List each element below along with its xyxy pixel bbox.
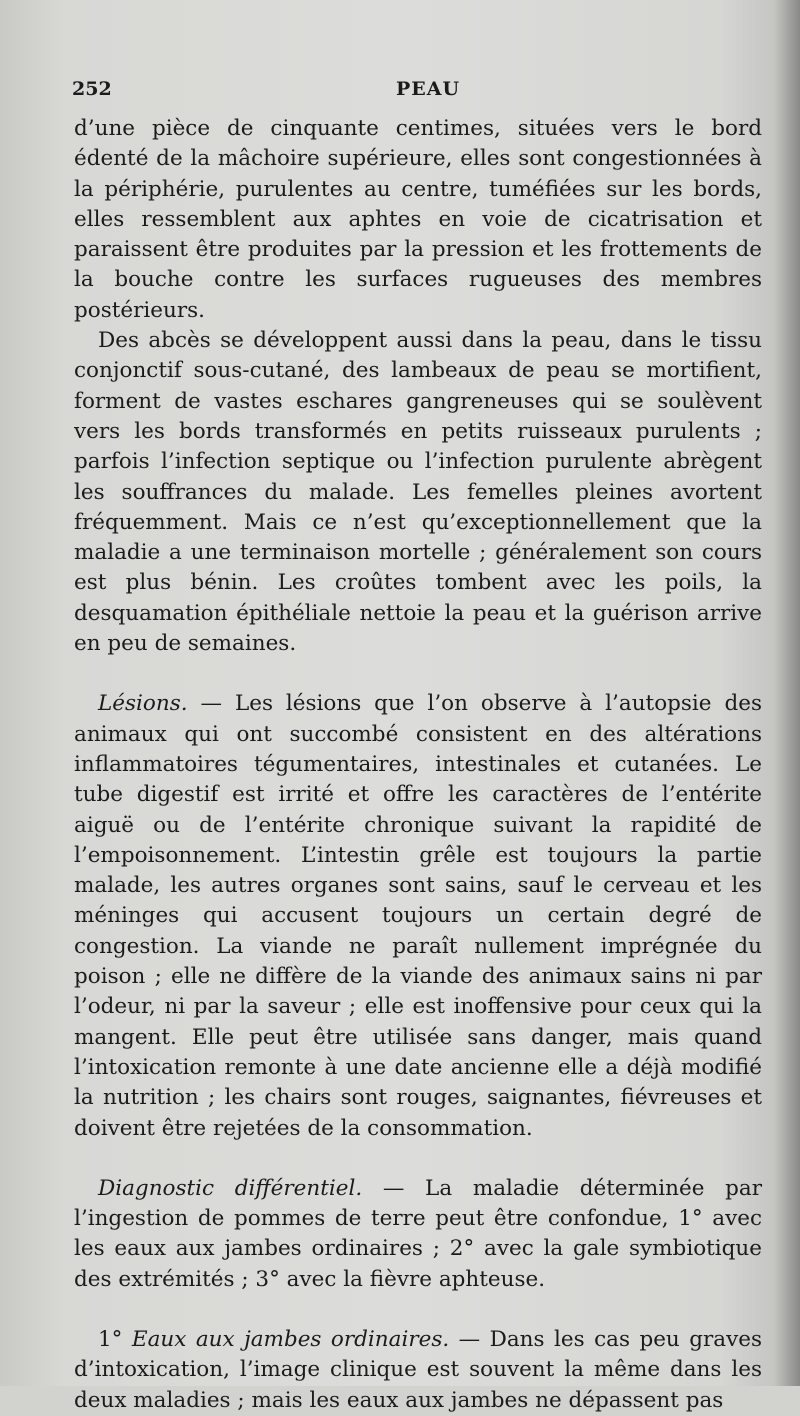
running-head: PEAU: [396, 78, 461, 100]
paragraph-text: — La maladie déterminée par l’ingestion de pommes de terre peut être confondue, 1° avec les eaux aux jambes ordinaires ; 2° avec la gale symbiotique des extrémités ; 3° avec la fièvre aphteuse.: [74, 1175, 763, 1292]
subsection-heading-eaux-aux-jambes: Eaux aux jambes ordinaires.: [131, 1326, 450, 1352]
page-body: [74, 114, 762, 1416]
page-number: 252: [72, 78, 112, 100]
paragraph-continuation: [74, 114, 762, 326]
paragraph-lesions: [74, 689, 762, 1143]
paragraph-eaux-aux-jambes: [74, 1325, 762, 1416]
page-header: [72, 78, 762, 108]
page-gutter-shadow: [774, 0, 800, 1386]
paragraph-text: d’une pièce de cinquante centimes, situées vers le bord édenté de la mâchoire supérieure, elles sont congestionnées à la périphérie, purulentes au centre, tuméfiées sur les bords, elles ressemblent aux aphtes en voie de cicatrisation et paraissent être produites par la pression et les frottements de la bouche contre les surfaces rugueuses des membres postérieurs.: [74, 116, 762, 323]
section-heading-lesions: Lésions.: [98, 691, 188, 717]
item-number: 1°: [98, 1326, 132, 1352]
paragraph-text: Des abcès se développent aussi dans la peau, dans le tissu conjonctif sous-cutané, des lambeaux de peau se mortifient, forment de vastes eschares gangreneuses qui se soulèvent vers les bords transformés en petits ruisseaux purulents ; parfois l’infection septique ou l’infection purulente abrègent les souffrances du malade. Les femelles pleines avortent fréquemment. Mais ce n’est qu’exceptionnellement que la maladie a une terminaison mortelle ; généralement son cours est plus bénin. Les croûtes tombent avec les poils, la desquamation épithéliale nettoie la peau et la guérison arrive en peu de semaines.: [74, 328, 762, 657]
paragraph-text: — Dans les cas peu graves d’intoxication, l’image clinique est souvent la même dans les deux maladies ; mais les eaux aux jambes ne dépassent pas: [74, 1326, 762, 1413]
section-heading-diagnostic: Diagnostic différentiel.: [98, 1175, 363, 1201]
paragraph-text: — Les lésions que l’on observe à l’autopsie des animaux qui ont succombé consistent en des altérations inflammatoires tégumentaires, intestinales et cutanées. Le tube digestif est irrité et offre les caractères de l’entérite aiguë ou de l’entérite chronique suivant la rapidité de l’empoisonnement. L’intestin grêle est toujours la partie malade, les autres organes sont sains, sauf le cerveau et les méninges qui accusent toujours un certain degré de congestion. La viande ne paraît nullement imprégnée du poison ; elle ne diffère de la viande des animaux sains ni par l’odeur, ni par la saveur ; elle est inoffensive pour ceux qui la mangent. Elle peut être utilisée sans danger, mais quand l’intoxication remonte à une date ancienne elle a déjà modifié la nutrition ; les chairs sont rouges, saignantes, fiévreuses et doivent être rejetées de la consommation.: [74, 691, 762, 1141]
paragraph-abscesses: [74, 326, 762, 659]
paragraph-diagnostic: [74, 1174, 762, 1295]
